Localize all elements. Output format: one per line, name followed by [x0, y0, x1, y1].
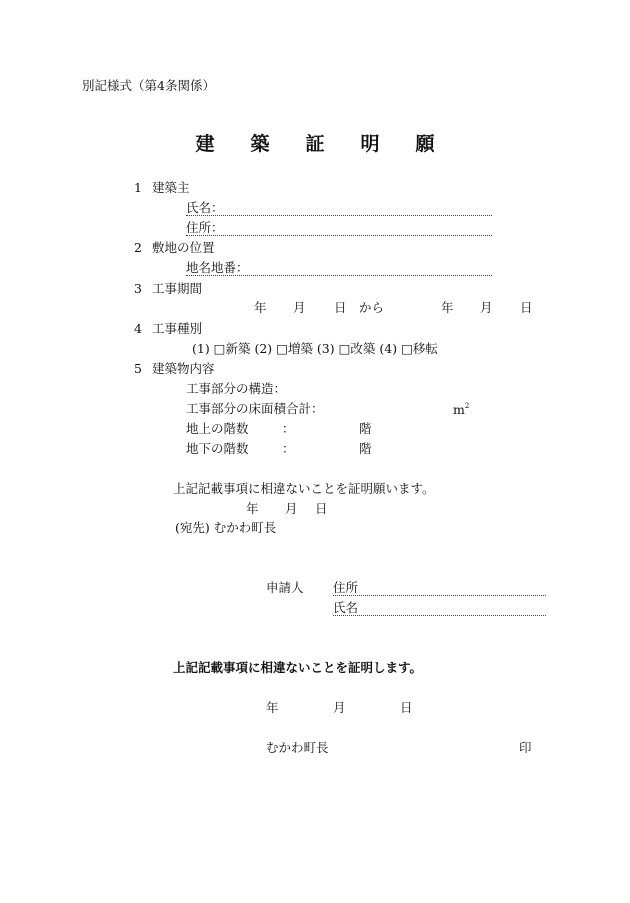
item-number: 5 [134, 361, 142, 376]
below-ground-floors-label: 地下の階数 [186, 441, 249, 456]
site-lot-field[interactable] [186, 275, 492, 276]
title-char: 証 [305, 133, 325, 155]
applicant-address-field[interactable] [333, 595, 546, 596]
addressee: (宛先) むかわ町長 [175, 520, 277, 535]
applicant-name-field[interactable] [333, 615, 546, 616]
area-unit [453, 403, 469, 417]
period-end-year: 年 [441, 300, 454, 315]
owner-address-label: 住所： [186, 220, 224, 235]
title-char: 建 [195, 133, 215, 155]
certify-date-year: 年 [266, 700, 279, 715]
owner-name-label: 氏名： [186, 200, 224, 215]
period-end-month: 月 [480, 300, 493, 315]
construction-kind-options[interactable]: (1) □新築 (2) □増築 (3) □改築 (4) □移転 [192, 341, 438, 356]
item-label-contents: 建築物内容 [152, 361, 215, 376]
applicant-address-label: 住所 [333, 580, 359, 595]
period-start-month: 月 [293, 300, 306, 315]
owner-name-field[interactable] [186, 215, 492, 216]
area-unit-exponent: 2 [464, 402, 470, 410]
period-start-day: 日 [334, 300, 347, 315]
applicant-label: 申請人 [266, 580, 304, 595]
item-label-site: 敷地の位置 [152, 240, 215, 255]
period-start-year: 年 [254, 300, 267, 315]
item-label-builder: 建築主 [152, 180, 190, 195]
seal-mark: 印 [519, 740, 532, 755]
certify-date-month: 月 [333, 700, 346, 715]
request-date-year: 年 [246, 501, 259, 516]
item-number: 1 [134, 180, 142, 195]
period-end-day: 日 [520, 300, 533, 315]
certify-statement: 上記記載事項に相違ないことを証明します。 [173, 660, 423, 675]
owner-address-field[interactable] [186, 235, 492, 236]
request-statement: 上記記載事項に相違ないことを証明願います。 [173, 481, 435, 496]
request-date-month: 月 [285, 501, 298, 516]
title-char: 願 [415, 133, 435, 155]
above-ground-floors-label: 地上の階数 [186, 421, 249, 436]
below-ground-unit: 階 [359, 441, 372, 456]
request-date-day: 日 [315, 501, 328, 516]
item-label-period: 工事期間 [152, 281, 203, 296]
applicant-name-label: 氏名 [333, 600, 359, 615]
above-ground-unit: 階 [359, 421, 372, 436]
site-lot-label: 地名地番： [186, 260, 249, 275]
item-number: 3 [134, 281, 142, 296]
item-number: 2 [134, 240, 142, 255]
item-label-kind: 工事種別 [152, 321, 203, 336]
item-number: 4 [134, 321, 142, 336]
floor-area-label: 工事部分の床面積合計： [186, 401, 324, 416]
page-title [0, 129, 630, 156]
mayor-title: むかわ町長 [266, 740, 329, 755]
title-char: 築 [250, 133, 270, 155]
title-char: 明 [360, 133, 380, 155]
form-label: 別記様式（第4条関係） [82, 78, 215, 93]
area-unit-base: m [453, 402, 465, 417]
above-ground-colon: ： [282, 421, 295, 436]
below-ground-colon: ： [282, 441, 295, 456]
certify-date-day: 日 [400, 700, 413, 715]
period-from: から [359, 300, 385, 315]
structure-label: 工事部分の構造： [186, 381, 287, 396]
